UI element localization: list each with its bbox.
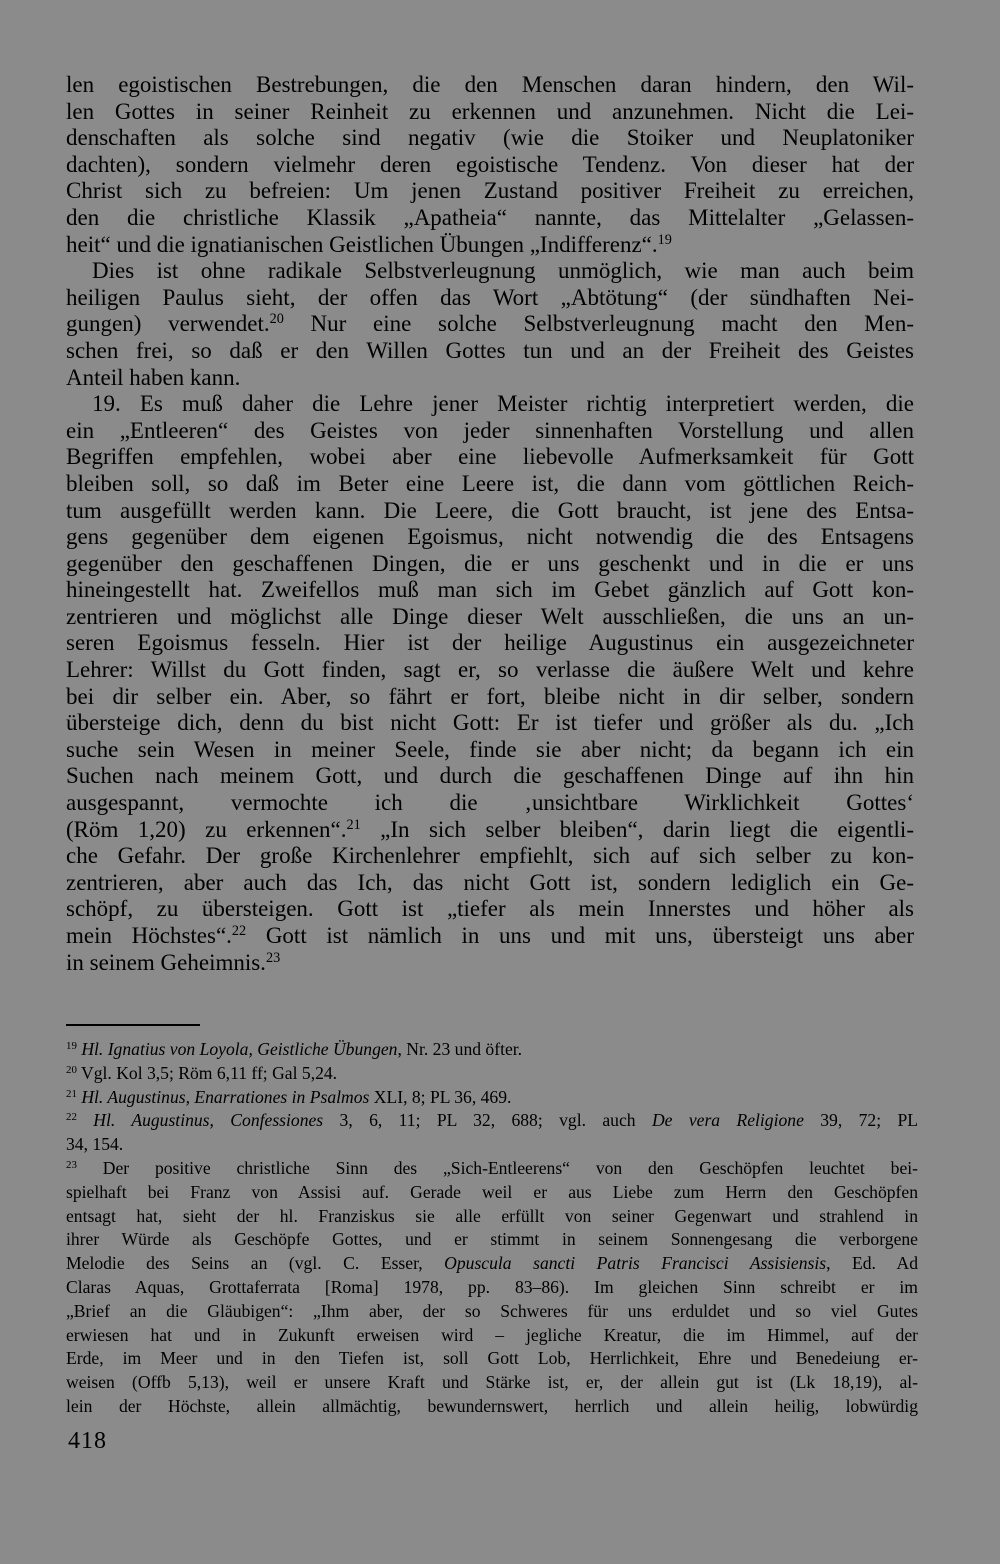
footnote-23-line: ihrer Würde als Geschöpfe Gottes, und er stimmt in seinem Sonnengesang die verborgene [66, 1229, 918, 1250]
footnote-reference: 19 [657, 231, 672, 248]
body-line: seren Egoismus fesseln. Hier ist der heilige Augustinus ein ausgezeichneter [66, 630, 914, 656]
body-line: zentrieren und möglichst alle Dinge dieser Welt ausschließen, die uns an un- [66, 603, 914, 629]
body-line: ausgespannt, vermochte ich die ‚unsichtbare Wirklichkeit Gottes‘ [66, 790, 914, 816]
footnote-23-line: lein der Höchste, allein allmächtig, bewundernswert, herrlich und allein heilig, lobwürdig [66, 1395, 918, 1416]
footnotes [66, 1038, 918, 1419]
body-line: gegenüber den geschaffenen Dingen, die er uns geschenkt und in die er uns [66, 550, 914, 576]
body-line: Suchen nach meinem Gott, und durch die geschaffenen Dinge auf ihn hin [66, 763, 914, 789]
footnote-23-line: Claras Aquas, Grottaferrata [Roma] 1978, pp. 83–86). Im gleichen Sinn schreibt er im [66, 1276, 918, 1297]
body-line: bei dir selber ein. Aber, so fährt er fort, bleibe nicht in dir selber, sondern [66, 683, 914, 709]
footnote-23: $^{23}$ Der positive christliche Sinn des „Sich-Entleerens“ von den Geschöpfen leuchtet bei- [66, 1157, 918, 1178]
footnote-22-continued: 34, 154. [66, 1134, 124, 1155]
body-line: übersteige dich, denn du bist nicht Gott: Er ist tiefer und größer als du. „Ich [66, 710, 914, 736]
body-line: Dies ist ohne radikale Selbstverleugnung unmöglich, wie man auch beim [92, 258, 914, 284]
body-line: heiligen Paulus sieht, der offen das Wort „Abtötung“ (der sündhaften Nei- [66, 284, 914, 310]
footnote-23-line: Erde, im Meer und in den Tiefen ist, soll Gott Lob, Herrlichkeit, Ehre und Benedeiung er- [66, 1348, 918, 1369]
footnote-23-line: erwiesen hat und in Zukunft erweisen wird – jegliche Kreatur, die im Himmel, auf der [66, 1324, 918, 1345]
footnote-19: $^{19}$ Hl. Ignatius von Loyola, Geistliche Übungen, Nr. 23 und öfter. [66, 1039, 523, 1059]
body-line: in seinem Geheimnis.$^{23}$ [66, 949, 281, 975]
body-line: bleiben soll, so daß im Beter eine Leere ist, die dann vom göttlichen Reich- [66, 470, 914, 496]
body-line: schen frei, so daß er den Willen Gottes tun und an der Freiheit des Geistes [66, 337, 914, 363]
footnote-rule [66, 1024, 200, 1026]
footnote-23-line: spielhaft bei Franz von Assisi auf. Gerade weil er aus Liebe zum Herrn den Geschöpfen [66, 1181, 918, 1202]
body-line: Lehrer: Willst du Gott finden, sagt er, so verlasse die äußere Welt und kehre [66, 657, 914, 683]
footnote-20: $^{20}$ Vgl. Kol 3,5; Röm 6,11 ff; Gal 5,24. [66, 1062, 338, 1083]
body-line: che Gefahr. Der große Kirchenlehrer empfiehlt, sich auf sich selber zu kon- [66, 843, 914, 869]
body-line: 19. Es muß daher die Lehre jener Meister richtig interpretiert werden, die [92, 391, 914, 417]
footnote-22: $^{22}$ Hl. Augustinus, Confessiones 3, 6, 11; PL 32, 688; vgl. auch De vera Religione 39, 72; PL [66, 1110, 919, 1131]
footnote-21: $^{21}$ Hl. Augustinus, Enarrationes in Psalmos XLI, 8; PL 36, 469. [66, 1086, 512, 1107]
footnote-reference: 23 [265, 949, 281, 966]
footnote-23-line: Melodie des Seins an (vgl. C. Esser, Opuscula sancti Patris Francisci Assisiensis, Ed. Ad [66, 1253, 919, 1274]
body-line: suche sein Wesen in meiner Seele, finde sie aber nicht; da begann ich ein [66, 736, 914, 762]
footnote-23-line: weisen (Offb 5,13), weil er unsere Kraft und Stärke ist, er, der allein gut ist (Lk 18,19), al- [66, 1372, 918, 1393]
body-line: mein Höchstes“.$^{22}$ Gott ist nämlich in uns und mit uns, übersteigt uns aber [66, 923, 914, 948]
footnote-reference: 22 [231, 923, 247, 940]
body-line: len egoistischen Bestrebungen, die den Menschen daran hindern, den Wil- [66, 72, 914, 97]
page-number: 418 [68, 1428, 107, 1454]
body-line: zentrieren, aber auch das Ich, das nicht Gott ist, sondern lediglich ein Ge- [66, 869, 914, 895]
body-line: gungen) verwendet.$^{20}$ Nur eine solche Selbstverleugnung macht den Men- [66, 311, 914, 337]
body-line: denschaften als solche sind negativ (wie die Stoiker und Neuplatoniker [66, 125, 914, 151]
body-line: heit“ und die ignatianischen Geistlichen Übungen „Indifferenz“.$^{19}$ [66, 231, 672, 257]
body-line: tum ausgefüllt werden kann. Die Leere, die Gott braucht, ist jene des Entsa- [66, 497, 914, 523]
body-line: dachten), sondern vielmehr deren egoistische Tendenz. Von dieser hat der [66, 151, 914, 177]
footnote-23-line: entsagt hat, sieht der hl. Franziskus sie alle erfüllt von seiner Gegenwart und strahlend in [66, 1205, 918, 1226]
body-line: gens gegenüber dem eigenen Egoismus, nicht notwendig die des Entsagens [66, 524, 914, 550]
body-line: schöpf, zu übersteigen. Gott ist „tiefer als mein Innerstes und höher als [66, 896, 914, 922]
body-line: (Röm 1,20) zu erkennen“.$^{21}$ „In sich selber bleiben“, darin liegt die eigentli- [66, 816, 914, 842]
body-line: hineingestellt hat. Zweifellos muß man sich im Gebet gänzlich auf Gott kon- [66, 577, 914, 603]
footnote-reference: 21 [346, 816, 361, 833]
footnote-reference: 20 [269, 311, 284, 328]
body-line: Anteil haben kann. [66, 364, 241, 390]
footnote-23-line: „Brief an die Gläubigen“: „Ihm aber, der so Schweres für uns erduldet und so viel Gutes [66, 1300, 918, 1321]
body-line: den die christliche Klassik „Apatheia“ nannte, das Mittelalter „Gelassen- [66, 204, 914, 230]
body-line: len Gottes in seiner Reinheit zu erkennen und anzunehmen. Nicht die Lei- [66, 98, 914, 124]
body-paragraphs [66, 72, 914, 976]
body-line: Christ sich zu befreien: Um jenen Zustand positiver Freiheit zu erreichen, [66, 178, 914, 204]
body-line: ein „Entleeren“ des Geistes von jeder sinnenhaften Vorstellung und allen [66, 417, 914, 443]
body-line: Begriffen empfehlen, wobei aber eine liebevolle Aufmerksamkeit für Gott [66, 444, 914, 470]
main-text [66, 72, 914, 976]
